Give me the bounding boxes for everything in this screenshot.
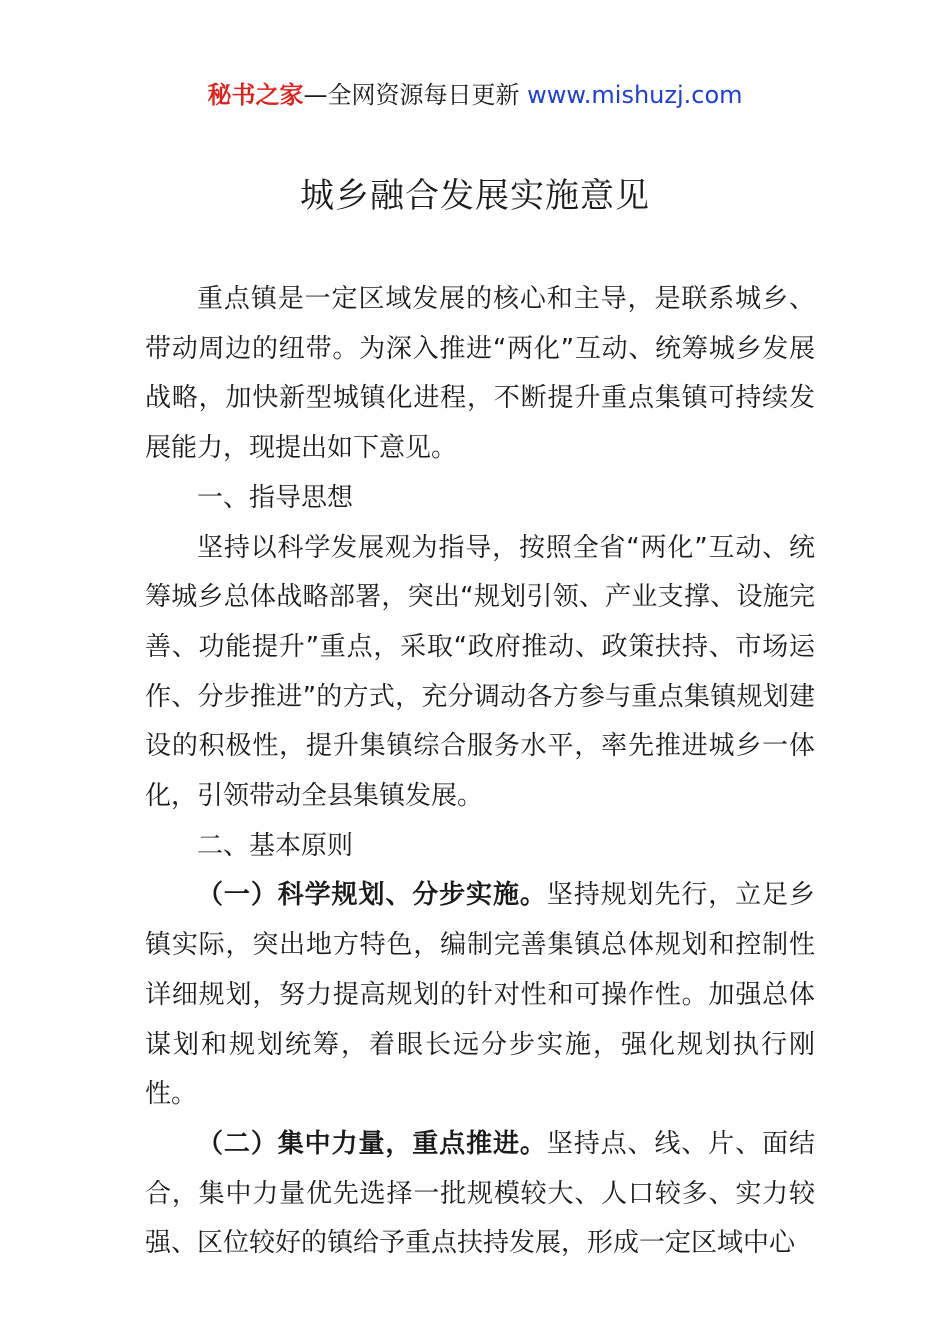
principle-1-text: 坚持规划先行，立足乡镇实际，突出地方特色，编制完善集镇总体规划和控制性详细规划，努力提高规划的针对性和可操作性。加强总体谋划和规划统筹，着眼长远分步实施，强化规划执行刚性。	[145, 880, 815, 1110]
site-tagline: —全网资源每日更新	[303, 81, 520, 109]
section-heading-guiding-ideology: 一、指导思想	[197, 482, 354, 513]
document-title: 城乡融合发展实施意见	[300, 176, 650, 216]
guiding-ideology-paragraph: 坚持以科学发展观为指导，按照全省“两化”互动、统筹城乡总体战略部署，突出“规划引领、产业支撑、设施完善、功能提升”重点，采取“政府推动、政策扶持、市场运作、分步推进”的方式，充分调动各方参与重点集镇规划建设的积极性，提升集镇综合服务水平，率先推进城乡一体化，引领带动全县集镇发展。	[145, 532, 815, 812]
principle-2-text: 坚持点、线、片、面结合，集中力量优先选择一批规模较大、人口较多、实力较强、区位较好的镇给予重点扶持发展，形成一定区域中心	[145, 1128, 815, 1259]
principle-1-paragraph	[145, 871, 815, 1120]
site-brand: 秘书之家	[207, 81, 304, 109]
document-body	[145, 275, 815, 1269]
principle-1-title: （一）科学规划、分步实施。	[197, 880, 547, 911]
intro-paragraph: 重点镇是一定区域发展的核心和主导，是联系城乡、带动周边的纽带。为深入推进“两化”互动、统筹城乡发展战略，加快新型城镇化进程，不断提升重点集镇可持续发展能力，现提出如下意见。	[145, 284, 815, 464]
principle-2-paragraph	[145, 1120, 815, 1269]
site-url-link[interactable]: www.mishuzj.com	[527, 81, 743, 109]
principle-2-title: （二）集中力量，重点推进。	[197, 1128, 547, 1159]
section-heading-basic-principles: 二、基本原则	[197, 830, 354, 861]
site-header	[0, 78, 950, 112]
